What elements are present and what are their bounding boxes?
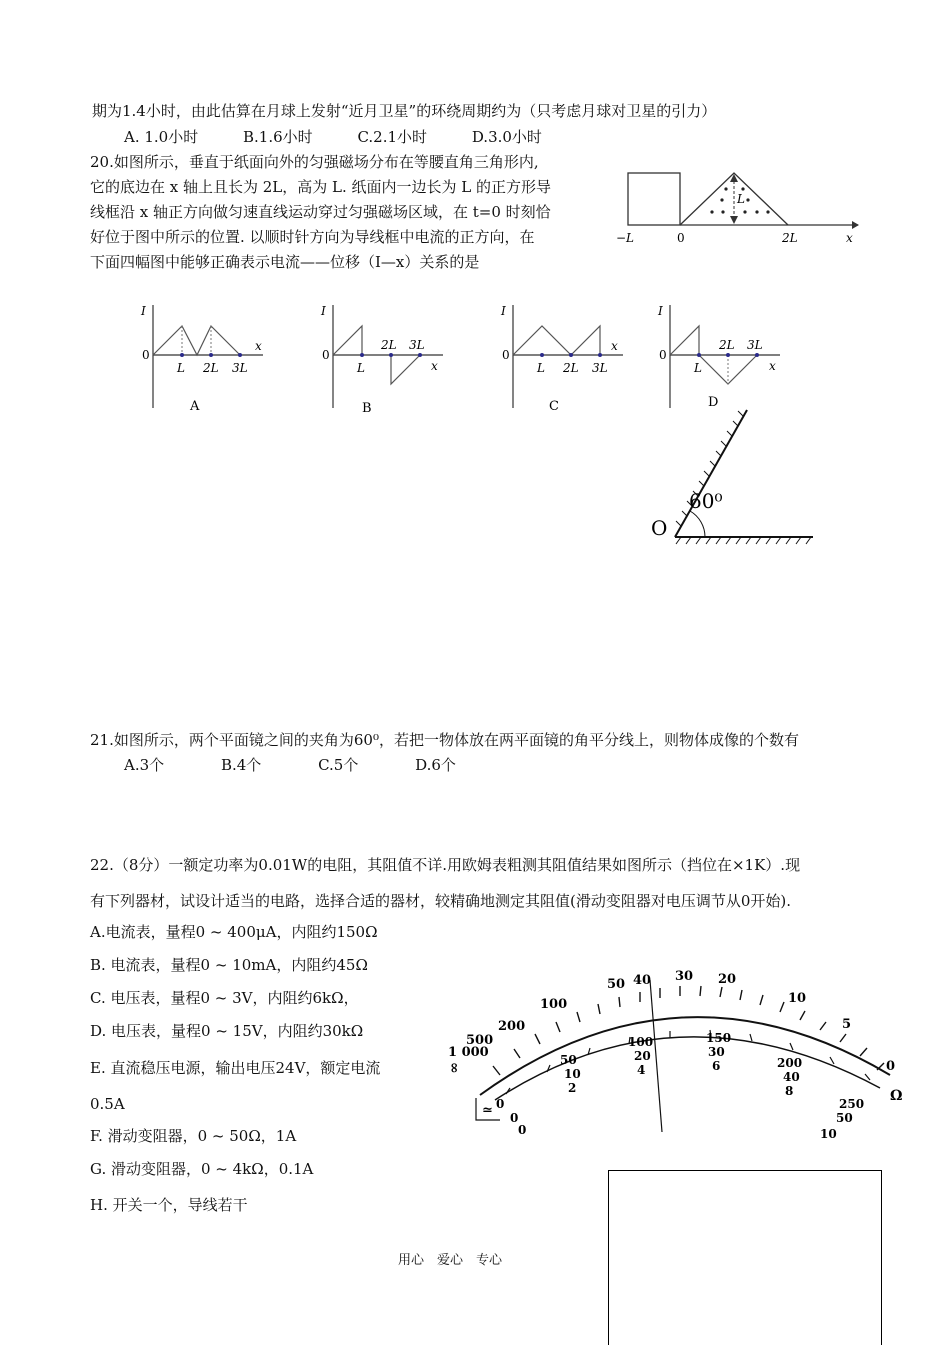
q22-item-c: C. 电压表，量程0 ~ 3V，内阻约6kΩ，: [90, 989, 359, 1007]
q22-line-1: 22.（8分）一额定功率为0.01W的电阻，其阻值不详.用欧姆表粗测其阻值结果如图所示（挡位在×1K）.现: [90, 856, 801, 874]
q20-graph-a: [135, 300, 275, 420]
q20-graph-b-i-label: I: [321, 304, 326, 318]
q20-graph-c-2l: 2L: [563, 361, 579, 375]
q20-graph-d-i-label: I: [658, 304, 663, 318]
q19-option-b: B.1.6小时: [243, 128, 313, 146]
q19-text: 期为1.4小时，由此估算在月球上发射“近月卫星”的环绕周期约为（只考虑月球对卫星的引力）: [92, 102, 717, 120]
mid-row2-40: 40: [783, 1070, 800, 1084]
q22-item-f: F. 滑动变阻器，0 ~ 50Ω，1A: [90, 1127, 297, 1145]
q21-option-b: B.4个: [220, 756, 262, 774]
q19-options: [124, 126, 582, 147]
q20-line-3: 线框沿 x 轴正方向做匀速直线运动穿过匀强磁场区域，在 t=0 时刻恰: [90, 203, 551, 221]
q20-graph-b-zero: 0: [322, 348, 330, 362]
q20-graph-d-2l: 2L: [719, 338, 735, 352]
mid-row1-200: 200: [777, 1056, 803, 1070]
ohmmeter-dial: [440, 960, 910, 1150]
q20-2l-label: 2L: [782, 231, 798, 245]
q20-graph-a-zero: 0: [142, 348, 150, 362]
q20-graph-d-zero: 0: [659, 348, 667, 362]
q20-graph-a-l: L: [177, 361, 185, 375]
ohm-scale-1000: 1 000: [448, 1045, 489, 1060]
q20-graph-b-x-label: x: [431, 359, 438, 373]
mid-row1-150: 150: [706, 1031, 732, 1045]
q20-graph-d-l: L: [694, 361, 702, 375]
q22-item-e: E. 直流稳压电源，输出电压24V，额定电流: [90, 1059, 381, 1077]
q21-origin-label: O: [651, 516, 668, 540]
mid-row2-50: 50: [836, 1111, 853, 1125]
q20-graph-c-zero: 0: [502, 348, 510, 362]
circuit-answer-box: [608, 1170, 882, 1345]
ohm-scale-100: 100: [540, 997, 568, 1012]
q22-item-b: B. 电流表，量程0 ~ 10mA，内阻约45Ω: [90, 956, 368, 974]
q20-line-2: 它的底边在 x 轴上且长为 2L，高为 L. 纸面内一边长为 L 的正方形导: [90, 178, 552, 196]
ohm-scale-10: 10: [788, 991, 807, 1006]
page-footer: 用心 爱心 专心: [398, 1253, 503, 1268]
q20-graph-a-3l: 3L: [232, 361, 248, 375]
mid-row2-20: 20: [634, 1049, 651, 1063]
mid-row3-8: 8: [785, 1084, 794, 1098]
q20-graph-c: [495, 300, 635, 420]
ohm-scale-20: 20: [718, 972, 737, 987]
q20-zero-label: 0: [677, 231, 685, 245]
mid-row2-10: 10: [564, 1067, 581, 1081]
q20-height-label: L: [737, 192, 745, 206]
mid-row3-6: 6: [712, 1059, 721, 1073]
q22-item-a: A.电流表，量程0 ~ 400μA，内阻约150Ω: [90, 923, 378, 941]
q22-item-g: G. 滑动变阻器，0 ~ 4kΩ，0.1A: [90, 1160, 314, 1178]
ohm-scale-50: 50: [607, 977, 626, 992]
mid-row3-2: 2: [568, 1081, 577, 1095]
q22-item-d: D. 电压表，量程0 ~ 15V，内阻约30kΩ: [90, 1022, 364, 1040]
q20-graph-c-i-label: I: [501, 304, 506, 318]
mid-row2-0: 0: [510, 1111, 519, 1125]
q20-graph-b-3l: 3L: [409, 338, 425, 352]
q20-graph-b-l: L: [357, 361, 365, 375]
q20-x-label: x: [846, 231, 853, 245]
q20-graph-a-i-label: I: [141, 304, 146, 318]
q20-line-1: 20.如图所示，垂直于纸面向外的匀强磁场分布在等腰直角三角形内,: [90, 153, 539, 171]
mid-row2-30: 30: [708, 1045, 725, 1059]
q20-neg-l-label: −L: [616, 231, 635, 245]
q20-graph-c-3l: 3L: [592, 361, 608, 375]
mid-row3-10: 10: [820, 1127, 837, 1141]
mid-row1-50: 50: [560, 1053, 577, 1067]
mid-row1-250: 250: [839, 1097, 865, 1111]
ohm-scale-40: 40: [633, 973, 652, 988]
q20-line-5: 下面四幅图中能够正确表示电流——位移（I—x）关系的是: [90, 253, 480, 271]
q19-option-a: A. 1.0小时: [124, 128, 199, 146]
q21-option-c: C.5个: [318, 756, 359, 774]
ohm-scale-30: 30: [675, 969, 694, 984]
q22-line-2: 有下列器材，试设计适当的电路，选择合适的器材，较精确地测定其阻值(滑动变阻器对电压调节从0开始).: [90, 892, 792, 910]
q21-text: 21.如图所示，两个平面镜之间的夹角为60⁰，若把一物体放在两平面镜的角平分线上，则物体成像的个数有: [90, 731, 799, 749]
ohm-scale-5: 5: [842, 1017, 852, 1032]
q21-options: [124, 754, 496, 775]
q20-graph-c-x-label: x: [611, 339, 618, 353]
dc-symbol: ≃: [482, 1103, 493, 1118]
q19-option-d: D.3.0小时: [471, 128, 542, 146]
ohm-scale-200: 200: [498, 1019, 526, 1034]
q21-angle-label: 60⁰: [689, 489, 723, 513]
q20-graph-c-caption: C: [549, 399, 559, 414]
q20-graph-a-caption: A: [190, 399, 200, 414]
q20-graph-a-x-label: x: [255, 339, 262, 353]
mid-row3-0: 0: [518, 1123, 527, 1137]
q22-item-e-cont: 0.5A: [90, 1095, 125, 1113]
q20-graph-c-l: L: [537, 361, 545, 375]
q20-graph-d-caption: D: [708, 395, 719, 410]
q20-setup-figure: [610, 160, 870, 250]
q21-option-a: A.3个: [124, 756, 165, 774]
q20-line-4: 好位于图中所示的位置. 以顺时针方向为导线框中电流的正方向，在: [90, 228, 535, 246]
q21-option-d: D.6个: [415, 756, 456, 774]
q20-graph-d-x-label: x: [769, 359, 776, 373]
q20-graph-b: [315, 300, 455, 420]
q20-graph-d-3l: 3L: [747, 338, 763, 352]
ohm-scale-500: 500: [466, 1033, 494, 1048]
mid-row3-4: 4: [637, 1063, 646, 1077]
q19-option-c: C.2.1小时: [357, 128, 428, 146]
ohm-scale-0: 0: [886, 1059, 896, 1074]
ohm-scale-inf: ∞: [446, 1062, 462, 1074]
ohm-unit: Ω: [890, 1088, 903, 1104]
q20-graph-b-caption: B: [362, 401, 372, 416]
q20-graph-a-2l: 2L: [203, 361, 219, 375]
q21-mirror-figure: [645, 400, 825, 550]
q22-item-h: H. 开关一个，导线若干: [90, 1196, 248, 1214]
mid-row1-0: 0: [496, 1097, 505, 1111]
mid-row1-100: 100: [628, 1035, 654, 1049]
q20-graph-b-2l: 2L: [381, 338, 397, 352]
